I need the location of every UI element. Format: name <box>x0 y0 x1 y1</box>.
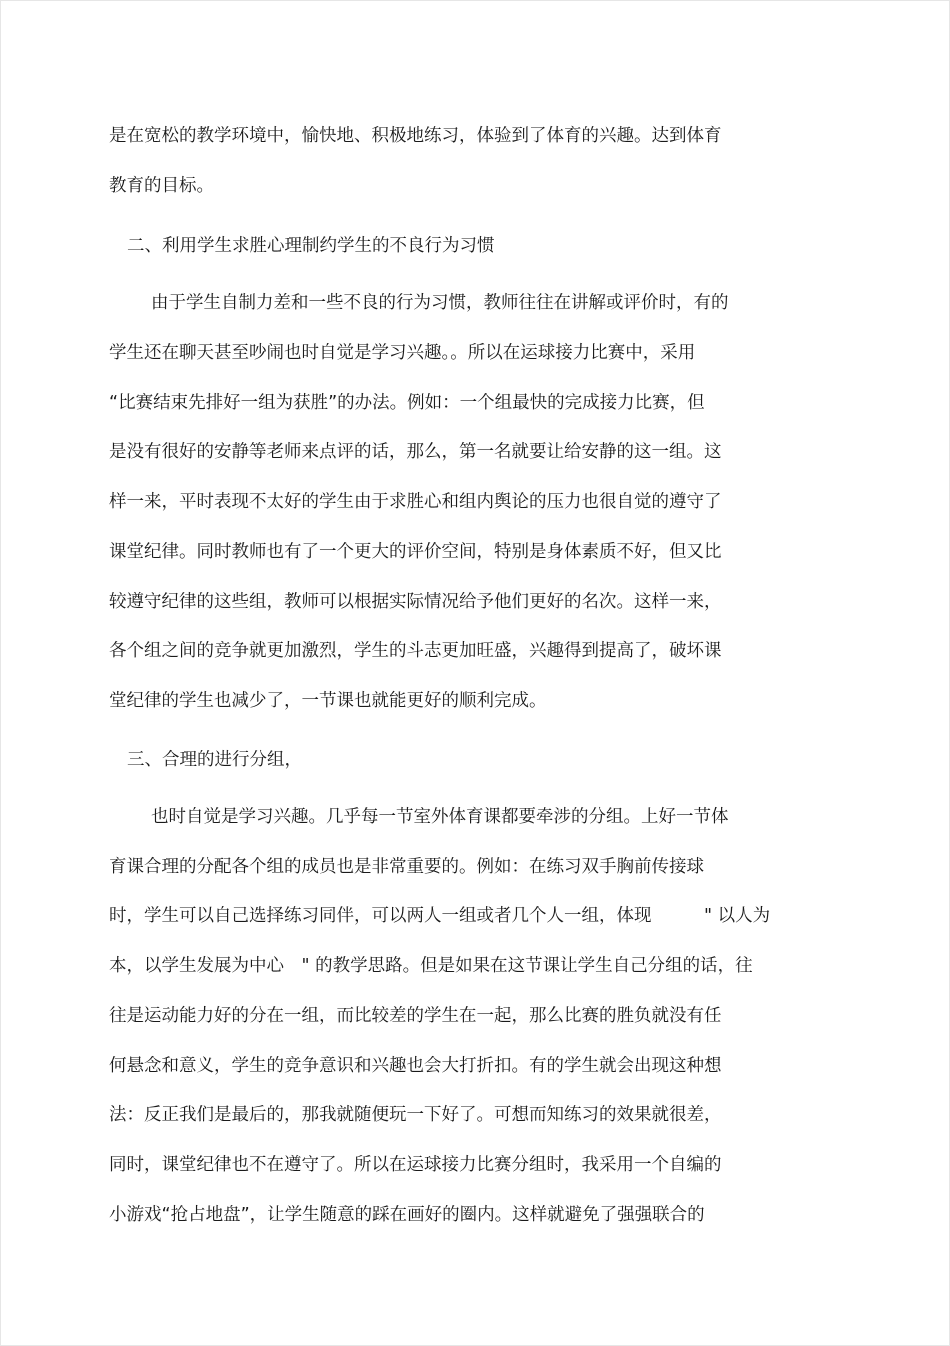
paragraph-line: 小游戏“抢占地盘”，让学生随意的踩在画好的圈内。这样就避免了强强联合的 <box>109 1205 705 1225</box>
paragraph-line: 各个组之间的竞争就更加激烈，学生的斗志更加旺盛，兴趣得到提高了，破坏课 <box>109 641 722 661</box>
paragraph-line: 是没有很好的安静等老师来点评的话，那么，第一名就要让给安静的这一组。这 <box>109 442 722 462</box>
paragraph-line: 也时自觉是学习兴趣。几乎每一节室外体育课都要牵涉的分组。上好一节体 <box>151 807 729 827</box>
paragraph-line: 何悬念和意义，学生的竞争意识和兴趣也会大打折扣。有的学生就会出现这种想 <box>109 1056 722 1076</box>
paragraph-line: 由于学生自制力差和一些不良的行为习惯，教师往往在讲解或评价时，有的 <box>151 293 729 313</box>
paragraph-line: 教育的目标。 <box>109 176 214 196</box>
paragraph-line: 是在宽松的教学环境中，愉快地、积极地练习，体验到了体育的兴趣。达到体育 <box>109 126 722 146</box>
paragraph-line: 较遵守纪律的这些组，教师可以根据实际情况给予他们更好的名次。这样一来， <box>109 592 722 612</box>
paragraph-line: 课堂纪律。同时教师也有了一个更大的评价空间，特别是身体素质不好，但又比 <box>109 542 722 562</box>
paragraph-line: 本，以学生发展为中心 " 的教学思路。但是如果在这节课让学生自己分组的话，往 <box>109 956 753 976</box>
paragraph-line: 样一来，平时表现不太好的学生由于求胜心和组内舆论的压力也很自觉的遵守了 <box>109 492 722 512</box>
section-heading: 三、合理的进行分组， <box>127 750 302 770</box>
paragraph-line: 时，学生可以自己选择练习同伴，可以两人一组或者几个人一组，体现 " 以人为 <box>109 906 771 926</box>
paragraph-line: 学生还在聊天甚至吵闹也时自觉是学习兴趣。。所以在运球接力比赛中，采用 <box>109 343 696 363</box>
paragraph-line: 育课合理的分配各个组的成员也是非常重要的。例如：在练习双手胸前传接球 <box>109 857 704 877</box>
paragraph-line: 堂纪律的学生也减少了，一节课也就能更好的顺利完成。 <box>109 691 547 711</box>
section-heading: 二、利用学生求胜心理制约学生的不良行为习惯 <box>127 236 495 256</box>
paragraph-line: 法：反正我们是最后的，那我就随便玩一下好了。可想而知练习的效果就很差， <box>109 1105 722 1125</box>
paragraph-line: 往是运动能力好的分在一组，而比较差的学生在一起，那么比赛的胜负就没有任 <box>109 1006 722 1026</box>
paragraph-line: 同时，课堂纪律也不在遵守了。所以在运球接力比赛分组时，我采用一个自编的 <box>109 1155 722 1175</box>
paragraph-line: “比赛结束先排好一组为获胜”的办法。例如：一个组最快的完成接力比赛，但 <box>109 393 705 413</box>
